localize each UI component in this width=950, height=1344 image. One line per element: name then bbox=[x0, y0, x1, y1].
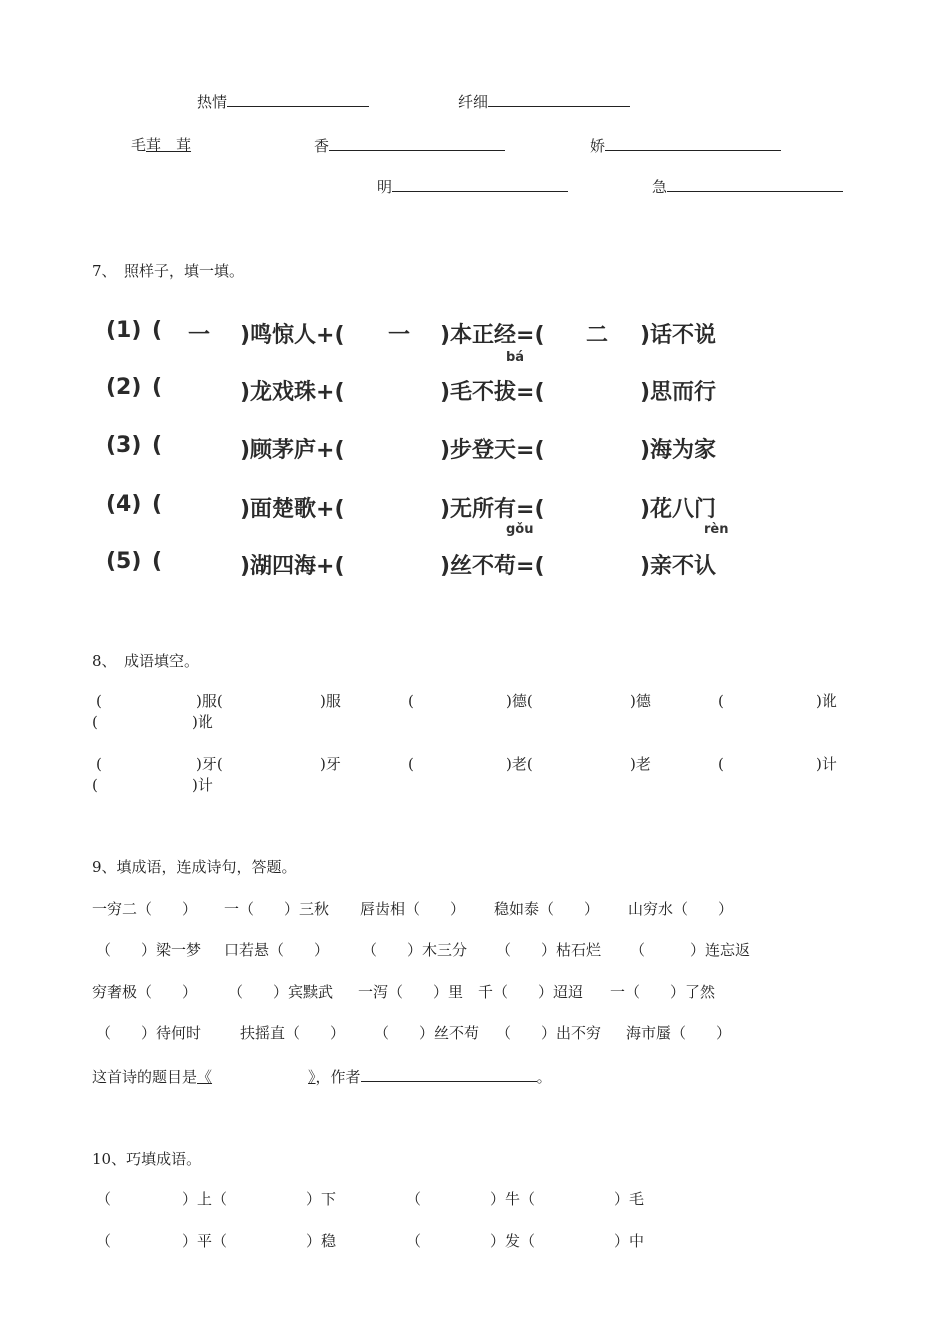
pinyin-ren: rèn bbox=[704, 522, 729, 537]
fill-blank[interactable] bbox=[488, 92, 630, 107]
idiom-item: （ ）出不穷 bbox=[496, 1024, 602, 1042]
idiom-fragment: )计 bbox=[816, 755, 837, 773]
paren: ( bbox=[96, 755, 102, 773]
pinyin-gou: gǒu bbox=[506, 522, 534, 537]
idiom-item: （ ）连忘返 bbox=[630, 941, 751, 959]
idiom-item: （ ）木三分 bbox=[362, 941, 468, 959]
q8-heading: 8、 成语填空。 bbox=[92, 652, 200, 670]
fill-item-example bbox=[131, 136, 191, 154]
author-blank[interactable] bbox=[361, 1067, 537, 1082]
idiom-fragment: )牙 bbox=[320, 755, 341, 773]
idiom-fragment: )德( bbox=[506, 692, 533, 710]
paren: ( bbox=[96, 692, 102, 710]
paren: （ bbox=[406, 1232, 422, 1250]
idiom-item: （ ）待何时 bbox=[96, 1024, 202, 1042]
paren: ( bbox=[92, 713, 98, 731]
fill-blank[interactable] bbox=[392, 177, 568, 192]
idiom-item: 一穷二（ ） bbox=[92, 900, 198, 918]
idiom-part-a: )鸣惊人+( bbox=[240, 323, 345, 348]
idiom-item: 穷奢极（ ） bbox=[92, 983, 198, 1001]
open-paren: ( bbox=[152, 492, 163, 517]
idiom-fragment: )服( bbox=[196, 692, 223, 710]
idiom-fragment: ）毛 bbox=[614, 1190, 645, 1208]
idiom-part-c: )亲不认 bbox=[640, 554, 717, 579]
idiom-part-a: )湖四海+( bbox=[240, 554, 345, 579]
answer-b[interactable]: 一 bbox=[388, 323, 411, 348]
fill-blank[interactable] bbox=[667, 177, 843, 192]
idiom-item: 一（ ）三秋 bbox=[224, 900, 330, 918]
fill-label: 香 bbox=[314, 137, 330, 155]
author-label: ，作者 bbox=[315, 1068, 361, 1086]
fill-item-ji bbox=[652, 177, 843, 196]
paren: （ bbox=[96, 1232, 112, 1250]
idiom-fragment: ）牛（ bbox=[490, 1190, 536, 1208]
fill-blank[interactable] bbox=[605, 136, 781, 151]
fill-label: 明 bbox=[377, 178, 393, 196]
fill-item-xiang bbox=[314, 136, 505, 155]
paren: ( bbox=[408, 692, 414, 710]
idiom-part-b: )无所有=( bbox=[440, 497, 545, 522]
fill-item-xianxi bbox=[458, 92, 630, 111]
idiom-fragment: )讹 bbox=[192, 713, 213, 731]
idiom-part-c: )海为家 bbox=[640, 438, 717, 463]
row-number: (3) bbox=[106, 433, 142, 458]
idiom-item: 一泻（ ）里 bbox=[358, 983, 464, 1001]
paren: （ bbox=[96, 1190, 112, 1208]
q7-heading: 7、 照样子，填一填。 bbox=[92, 262, 245, 280]
idiom-fragment: ）发（ bbox=[490, 1232, 536, 1250]
title-close-bracket: 》 bbox=[308, 1068, 316, 1086]
title-open-bracket: 《 bbox=[197, 1068, 213, 1086]
row-number: (1) bbox=[106, 318, 142, 343]
idiom-part-a: )龙戏珠+( bbox=[240, 380, 345, 405]
fill-label: 娇 bbox=[590, 137, 606, 155]
idiom-fragment: ）上（ bbox=[182, 1190, 228, 1208]
idiom-fragment: ）稳 bbox=[306, 1232, 337, 1250]
idiom-fragment: )牙( bbox=[196, 755, 223, 773]
idiom-item: （ ）丝不苟 bbox=[374, 1024, 480, 1042]
idiom-item: 口若悬（ ） bbox=[224, 941, 330, 959]
paren: （ bbox=[406, 1190, 422, 1208]
open-paren: ( bbox=[152, 549, 163, 574]
idiom-fragment: )老( bbox=[506, 755, 533, 773]
idiom-item: 稳如泰（ ） bbox=[494, 900, 600, 918]
paren: ( bbox=[92, 776, 98, 794]
paren: ( bbox=[718, 692, 724, 710]
idiom-part-a: )顾茅庐+( bbox=[240, 438, 345, 463]
fill-item-jiao bbox=[590, 136, 781, 155]
q10-heading: 10、巧填成语。 bbox=[92, 1150, 202, 1168]
idiom-fragment: ）下 bbox=[306, 1190, 337, 1208]
idiom-fragment: )计 bbox=[192, 776, 213, 794]
idiom-item: 千（ ）迢迢 bbox=[478, 983, 584, 1001]
idiom-part-b: )步登天=( bbox=[440, 438, 545, 463]
q7-number-idiom-puzzle bbox=[106, 310, 746, 600]
fill-blank[interactable] bbox=[227, 92, 369, 107]
answer-a[interactable]: 一 bbox=[188, 323, 211, 348]
idiom-item: （ ）梁一梦 bbox=[96, 941, 202, 959]
idiom-item: 一（ ）了然 bbox=[610, 983, 716, 1001]
idiom-item: 扶摇直（ ） bbox=[240, 1024, 346, 1042]
fill-label: 急 bbox=[652, 178, 668, 196]
idiom-item: （ ）枯石烂 bbox=[496, 941, 602, 959]
fill-label: 毛 bbox=[131, 136, 147, 154]
idiom-fragment: ）平（ bbox=[182, 1232, 228, 1250]
paren: ( bbox=[408, 755, 414, 773]
open-paren: ( bbox=[152, 318, 163, 343]
paren: ( bbox=[718, 755, 724, 773]
answer-c[interactable]: 二 bbox=[586, 323, 609, 348]
idiom-part-b: )毛不拔=( bbox=[440, 380, 545, 405]
idiom-fragment: ）中 bbox=[614, 1232, 645, 1250]
idiom-part-c: )花八门 bbox=[640, 497, 717, 522]
idiom-part-a: )面楚歌+( bbox=[240, 497, 345, 522]
fill-blank[interactable] bbox=[329, 136, 505, 151]
idiom-fragment: )讹 bbox=[816, 692, 837, 710]
idiom-part-c: )话不说 bbox=[640, 323, 717, 348]
row-number: (2) bbox=[106, 375, 142, 400]
open-paren: ( bbox=[152, 433, 163, 458]
poem-title-blank[interactable] bbox=[197, 1068, 316, 1086]
idiom-item: 山穷水（ ） bbox=[628, 900, 734, 918]
idiom-fragment: )老 bbox=[630, 755, 651, 773]
q9-answer-line bbox=[92, 1067, 552, 1086]
idiom-item: 海市蜃（ ） bbox=[626, 1024, 732, 1042]
row-number: (5) bbox=[106, 549, 142, 574]
example-answer: 茸 茸 bbox=[146, 136, 192, 154]
idiom-item: 唇齿相（ ） bbox=[360, 900, 466, 918]
row-number: (4) bbox=[106, 492, 142, 517]
idiom-part-b: )本正经=( bbox=[440, 323, 545, 348]
idiom-fragment: )德 bbox=[630, 692, 651, 710]
open-paren: ( bbox=[152, 375, 163, 400]
q9-heading: 9、填成语，连成诗句，答题。 bbox=[92, 858, 297, 876]
fill-label: 热情 bbox=[197, 93, 228, 111]
fill-label: 纤细 bbox=[458, 93, 489, 111]
idiom-item: （ ）宾黩武 bbox=[228, 983, 334, 1001]
idiom-fragment: )服 bbox=[320, 692, 341, 710]
sentence-end: 。 bbox=[536, 1068, 552, 1086]
idiom-part-c: )思而行 bbox=[640, 380, 717, 405]
fill-item-reqing bbox=[197, 92, 369, 111]
idiom-part-b: )丝不苟=( bbox=[440, 554, 545, 579]
pinyin-ba: bá bbox=[506, 350, 525, 365]
answer-prefix: 这首诗的题目是 bbox=[92, 1068, 198, 1086]
fill-item-ming bbox=[377, 177, 568, 196]
